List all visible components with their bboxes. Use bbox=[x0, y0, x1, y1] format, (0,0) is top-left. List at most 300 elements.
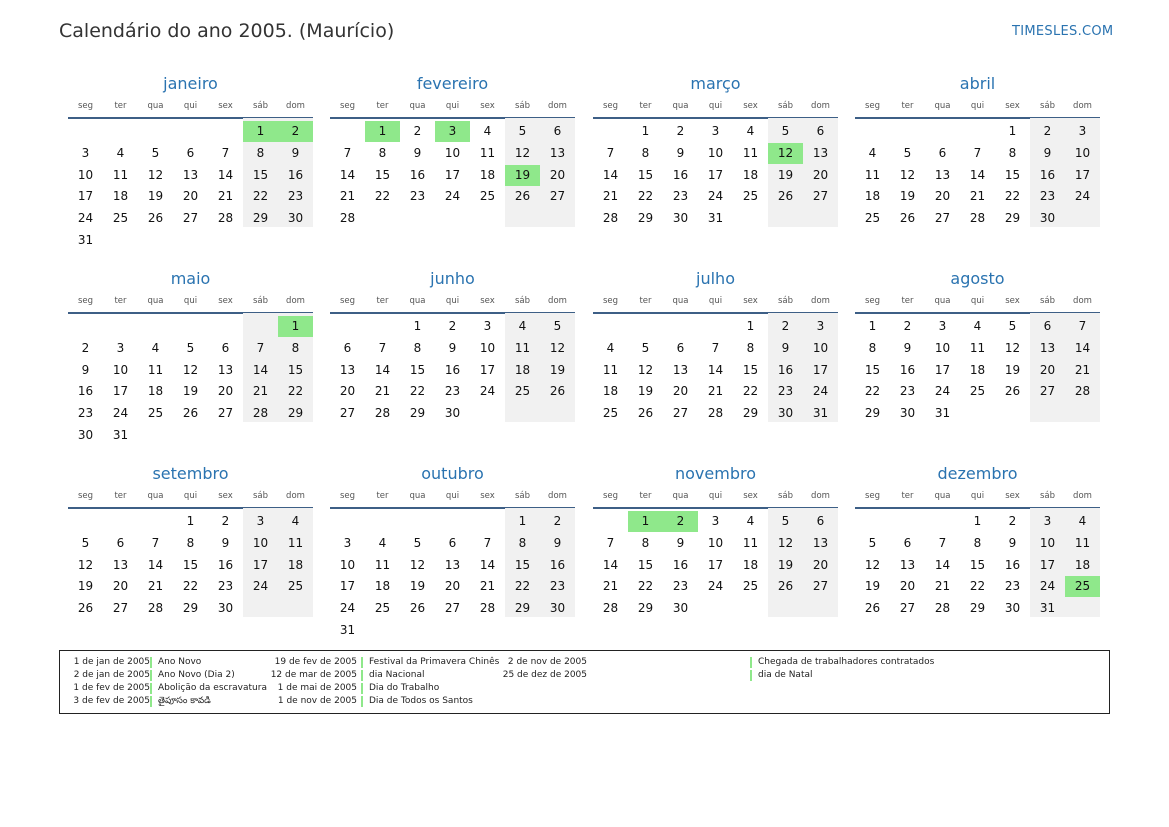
day-cell: 2 bbox=[81, 340, 90, 355]
day-cell: 8 bbox=[256, 145, 265, 160]
day-cell: 21 bbox=[217, 189, 234, 204]
day-cell: 28 bbox=[147, 601, 164, 616]
day-cell: 7 bbox=[938, 535, 947, 550]
day-cell: 31 bbox=[812, 406, 829, 421]
day-cell: 20 bbox=[1039, 362, 1056, 377]
day-cell: 4 bbox=[1078, 514, 1087, 528]
legend-marker bbox=[150, 696, 152, 707]
day-cell: 30 bbox=[287, 211, 304, 226]
weekday-header: qua bbox=[934, 101, 951, 111]
day-cell: 13 bbox=[899, 557, 916, 572]
day-cell: 25 bbox=[147, 406, 164, 421]
weekday-header: sex bbox=[1005, 296, 1020, 306]
day-cell: 12 bbox=[409, 557, 426, 572]
day-cell: 17 bbox=[339, 579, 356, 594]
weekday-header: dom bbox=[811, 101, 830, 111]
day-cell: 5 bbox=[868, 535, 877, 550]
weekday-header: qua bbox=[409, 101, 426, 111]
weekday-header: ter bbox=[376, 296, 389, 306]
day-cell: 18 bbox=[1074, 557, 1091, 572]
day-cell: 13 bbox=[672, 362, 689, 377]
month-agosto bbox=[855, 269, 1100, 459]
day-cell: 12 bbox=[899, 167, 916, 182]
day-cell: 25 bbox=[479, 189, 496, 204]
weekday-header: ter bbox=[376, 101, 389, 111]
weekday-header: seg bbox=[602, 491, 619, 501]
day-cell: 2 bbox=[903, 319, 912, 333]
day-cell: 14 bbox=[1074, 340, 1091, 355]
day-cell: 5 bbox=[903, 145, 912, 160]
weekday-header: qui bbox=[970, 491, 985, 501]
day-cell: 24 bbox=[479, 384, 496, 399]
day-cell: 19 bbox=[777, 557, 794, 572]
weekday-header: sáb bbox=[777, 491, 794, 501]
day-cell: 15 bbox=[287, 362, 304, 377]
brand-link[interactable]: TIMESLES.COM bbox=[1012, 24, 1114, 39]
day-cell: 12 bbox=[1004, 340, 1021, 355]
legend-marker bbox=[150, 683, 152, 694]
day-cell: 9 bbox=[903, 340, 912, 355]
day-cell: 11 bbox=[742, 145, 759, 160]
day-cell: 5 bbox=[151, 145, 160, 160]
day-cell: 21 bbox=[479, 579, 496, 594]
day-cell: 26 bbox=[1004, 384, 1021, 399]
month-abril bbox=[855, 74, 1100, 264]
weekday-header: qui bbox=[708, 296, 723, 306]
weekday-header: ter bbox=[376, 491, 389, 501]
weekday-header: seg bbox=[339, 491, 356, 501]
day-cell: 16 bbox=[409, 167, 426, 182]
day-cell: 8 bbox=[186, 535, 195, 550]
day-cell: 26 bbox=[182, 406, 199, 421]
weekday-header: qua bbox=[672, 296, 689, 306]
day-cell: 5 bbox=[553, 319, 562, 333]
day-cell: 28 bbox=[252, 406, 269, 421]
day-cell: 25 bbox=[969, 384, 986, 399]
day-cell: 4 bbox=[606, 340, 615, 355]
day-cell: 22 bbox=[409, 384, 426, 399]
day-cell: 3 bbox=[711, 124, 720, 138]
weekday-header: seg bbox=[864, 101, 881, 111]
weekday-header: qui bbox=[183, 296, 198, 306]
legend-marker bbox=[750, 670, 752, 681]
day-cell: 5 bbox=[641, 340, 650, 355]
day-cell: 22 bbox=[374, 189, 391, 204]
day-cell: 3 bbox=[816, 319, 825, 333]
holiday-day-cell: 25 bbox=[1065, 576, 1100, 597]
legend-holiday-name: Festival da Primavera Chinês bbox=[369, 657, 500, 667]
day-cell: 26 bbox=[77, 601, 94, 616]
day-cell: 15 bbox=[637, 557, 654, 572]
day-cell: 24 bbox=[1039, 579, 1056, 594]
day-cell: 8 bbox=[641, 535, 650, 550]
day-cell: 20 bbox=[934, 189, 951, 204]
day-cell: 13 bbox=[112, 557, 129, 572]
day-cell: 17 bbox=[812, 362, 829, 377]
page-title: Calendário do ano 2005. (Maurício) bbox=[59, 20, 395, 42]
day-cell: 20 bbox=[182, 189, 199, 204]
weekday-header: seg bbox=[602, 296, 619, 306]
day-cell: 10 bbox=[1039, 535, 1056, 550]
weekday-header: sex bbox=[218, 296, 233, 306]
weekday-header: dom bbox=[1073, 101, 1092, 111]
day-cell: 6 bbox=[903, 535, 912, 550]
day-cell: 20 bbox=[812, 557, 829, 572]
day-cell: 4 bbox=[483, 124, 492, 138]
day-cell: 27 bbox=[444, 601, 461, 616]
weekday-header: ter bbox=[114, 296, 127, 306]
day-cell: 14 bbox=[707, 362, 724, 377]
day-cell: 28 bbox=[969, 211, 986, 226]
day-cell: 28 bbox=[1074, 384, 1091, 399]
day-cell: 18 bbox=[374, 579, 391, 594]
day-cell: 24 bbox=[444, 189, 461, 204]
day-cell: 13 bbox=[549, 145, 566, 160]
day-cell: 20 bbox=[217, 384, 234, 399]
day-cell: 25 bbox=[374, 601, 391, 616]
day-cell: 23 bbox=[549, 579, 566, 594]
weekday-header: dom bbox=[286, 101, 305, 111]
day-cell: 6 bbox=[1043, 319, 1052, 333]
weekday-header: dom bbox=[811, 491, 830, 501]
weekday-header: dom bbox=[548, 101, 567, 111]
day-cell: 11 bbox=[969, 340, 986, 355]
day-cell: 29 bbox=[969, 601, 986, 616]
day-cell: 10 bbox=[339, 557, 356, 572]
day-cell: 10 bbox=[444, 145, 461, 160]
day-cell: 30 bbox=[672, 211, 689, 226]
day-cell: 27 bbox=[812, 579, 829, 594]
day-cell: 1 bbox=[746, 319, 755, 333]
day-cell: 28 bbox=[339, 211, 356, 226]
legend-date: 1 de fev de 2005 bbox=[73, 683, 150, 693]
weekday-header: dom bbox=[286, 491, 305, 501]
day-cell: 31 bbox=[1039, 601, 1056, 616]
weekday-header: ter bbox=[901, 296, 914, 306]
day-cell: 16 bbox=[777, 362, 794, 377]
day-cell: 8 bbox=[1008, 145, 1017, 160]
day-cell: 7 bbox=[711, 340, 720, 355]
weekday-header: qua bbox=[147, 491, 164, 501]
day-cell: 12 bbox=[777, 535, 794, 550]
weekday-header: dom bbox=[811, 296, 830, 306]
legend-marker bbox=[361, 670, 363, 681]
legend-holiday-name: తైపూసం కావడి bbox=[158, 696, 211, 706]
legend-date: 2 de nov de 2005 bbox=[507, 657, 587, 667]
day-cell: 19 bbox=[864, 579, 881, 594]
day-cell: 8 bbox=[641, 145, 650, 160]
legend-marker bbox=[750, 657, 752, 668]
day-cell: 12 bbox=[514, 145, 531, 160]
day-cell: 4 bbox=[746, 124, 755, 138]
day-cell: 9 bbox=[553, 535, 562, 550]
day-cell: 16 bbox=[1004, 557, 1021, 572]
day-cell: 26 bbox=[409, 601, 426, 616]
day-cell: 9 bbox=[413, 145, 422, 160]
weekday-header: sáb bbox=[777, 101, 794, 111]
holiday-day-cell: 1 bbox=[278, 316, 313, 337]
day-cell: 17 bbox=[444, 167, 461, 182]
month-name: julho bbox=[696, 269, 735, 288]
day-cell: 22 bbox=[637, 579, 654, 594]
holiday-day-cell: 3 bbox=[435, 121, 470, 142]
day-cell: 15 bbox=[374, 167, 391, 182]
weekday-header: qui bbox=[445, 491, 460, 501]
day-cell: 12 bbox=[637, 362, 654, 377]
day-cell: 6 bbox=[448, 535, 457, 550]
day-cell: 8 bbox=[518, 535, 527, 550]
day-cell: 31 bbox=[112, 428, 129, 442]
day-cell: 2 bbox=[553, 514, 562, 528]
day-cell: 23 bbox=[77, 406, 94, 421]
day-cell: 6 bbox=[816, 514, 825, 528]
day-cell: 1 bbox=[1008, 124, 1017, 138]
day-cell: 10 bbox=[707, 145, 724, 160]
day-cell: 28 bbox=[934, 601, 951, 616]
day-cell: 16 bbox=[1039, 167, 1056, 182]
day-cell: 25 bbox=[287, 579, 304, 594]
day-cell: 27 bbox=[672, 406, 689, 421]
day-cell: 15 bbox=[409, 362, 426, 377]
day-cell: 25 bbox=[742, 579, 759, 594]
day-cell: 10 bbox=[479, 340, 496, 355]
weekday-header: seg bbox=[77, 491, 94, 501]
day-cell: 10 bbox=[1074, 145, 1091, 160]
day-cell: 14 bbox=[374, 362, 391, 377]
month-setembro bbox=[68, 464, 313, 654]
day-cell: 21 bbox=[374, 384, 391, 399]
weekday-header: sex bbox=[1005, 101, 1020, 111]
holiday-day-cell: 1 bbox=[243, 121, 278, 142]
day-cell: 5 bbox=[781, 514, 790, 528]
day-cell: 23 bbox=[777, 384, 794, 399]
weekday-header: qui bbox=[445, 101, 460, 111]
day-cell: 1 bbox=[518, 514, 527, 528]
day-cell: 31 bbox=[339, 623, 356, 637]
day-cell: 29 bbox=[409, 406, 426, 421]
day-cell: 17 bbox=[77, 189, 94, 204]
day-cell: 19 bbox=[777, 167, 794, 182]
weekday-header: ter bbox=[639, 101, 652, 111]
legend-date: 19 de fev de 2005 bbox=[274, 657, 357, 667]
weekday-header: seg bbox=[864, 296, 881, 306]
day-cell: 7 bbox=[606, 535, 615, 550]
day-cell: 3 bbox=[483, 319, 492, 333]
day-cell: 31 bbox=[934, 406, 951, 421]
weekday-header: sex bbox=[743, 101, 758, 111]
day-cell: 3 bbox=[81, 145, 90, 160]
month-name: maio bbox=[170, 269, 211, 288]
day-cell: 27 bbox=[112, 601, 129, 616]
legend-date: 1 de jan de 2005 bbox=[73, 657, 150, 667]
day-cell: 18 bbox=[969, 362, 986, 377]
day-cell: 7 bbox=[973, 145, 982, 160]
day-cell: 19 bbox=[77, 579, 94, 594]
day-cell: 15 bbox=[514, 557, 531, 572]
day-cell: 14 bbox=[147, 557, 164, 572]
day-cell: 21 bbox=[147, 579, 164, 594]
day-cell: 11 bbox=[742, 535, 759, 550]
day-cell: 28 bbox=[217, 211, 234, 226]
day-cell: 17 bbox=[1039, 557, 1056, 572]
day-cell: 27 bbox=[339, 406, 356, 421]
day-cell: 27 bbox=[1039, 384, 1056, 399]
weekday-header: seg bbox=[77, 101, 94, 111]
weekday-header: sex bbox=[743, 491, 758, 501]
weekday-header: seg bbox=[339, 296, 356, 306]
legend-holiday-name: Dia de Todos os Santos bbox=[369, 696, 473, 706]
day-cell: 4 bbox=[116, 145, 125, 160]
weekday-header: seg bbox=[339, 101, 356, 111]
day-cell: 28 bbox=[479, 601, 496, 616]
day-cell: 13 bbox=[182, 167, 199, 182]
holiday-day-cell: 12 bbox=[768, 143, 803, 164]
weekday-header: qua bbox=[672, 491, 689, 501]
day-cell: 23 bbox=[899, 384, 916, 399]
day-cell: 20 bbox=[444, 579, 461, 594]
day-cell: 10 bbox=[112, 362, 129, 377]
day-cell: 29 bbox=[742, 406, 759, 421]
day-cell: 22 bbox=[287, 384, 304, 399]
day-cell: 7 bbox=[378, 340, 387, 355]
day-cell: 17 bbox=[112, 384, 129, 399]
day-cell: 8 bbox=[746, 340, 755, 355]
day-cell: 17 bbox=[1074, 167, 1091, 182]
weekday-header: sáb bbox=[514, 101, 531, 111]
day-cell: 28 bbox=[602, 211, 619, 226]
day-cell: 2 bbox=[1043, 124, 1052, 138]
day-cell: 31 bbox=[707, 211, 724, 226]
day-cell: 18 bbox=[742, 557, 759, 572]
legend-date: 25 de dez de 2005 bbox=[502, 670, 587, 680]
day-cell: 9 bbox=[676, 145, 685, 160]
day-cell: 18 bbox=[514, 362, 531, 377]
day-cell: 11 bbox=[147, 362, 164, 377]
day-cell: 11 bbox=[864, 167, 881, 182]
weekday-header: sáb bbox=[252, 296, 269, 306]
day-cell: 6 bbox=[816, 124, 825, 138]
day-cell: 28 bbox=[374, 406, 391, 421]
weekday-header: sáb bbox=[1039, 491, 1056, 501]
weekday-header: sáb bbox=[514, 491, 531, 501]
day-cell: 29 bbox=[864, 406, 881, 421]
day-cell: 23 bbox=[1004, 579, 1021, 594]
weekday-header: ter bbox=[639, 296, 652, 306]
day-cell: 7 bbox=[343, 145, 352, 160]
day-cell: 22 bbox=[252, 189, 269, 204]
day-cell: 8 bbox=[413, 340, 422, 355]
day-cell: 26 bbox=[549, 384, 566, 399]
day-cell: 22 bbox=[637, 189, 654, 204]
day-cell: 19 bbox=[1004, 362, 1021, 377]
day-cell: 12 bbox=[147, 167, 164, 182]
month-name: setembro bbox=[152, 464, 229, 483]
weekday-header: dom bbox=[548, 491, 567, 501]
day-cell: 31 bbox=[77, 233, 94, 247]
day-cell: 3 bbox=[116, 340, 125, 355]
day-cell: 30 bbox=[672, 601, 689, 616]
day-cell: 26 bbox=[899, 211, 916, 226]
day-cell: 6 bbox=[186, 145, 195, 160]
day-cell: 30 bbox=[1039, 211, 1056, 226]
day-cell: 1 bbox=[973, 514, 982, 528]
day-cell: 26 bbox=[864, 601, 881, 616]
day-cell: 18 bbox=[742, 167, 759, 182]
day-cell: 3 bbox=[938, 319, 947, 333]
day-cell: 18 bbox=[479, 167, 496, 182]
day-cell: 11 bbox=[112, 167, 129, 182]
day-cell: 4 bbox=[291, 514, 300, 528]
day-cell: 24 bbox=[707, 189, 724, 204]
day-cell: 12 bbox=[864, 557, 881, 572]
day-cell: 4 bbox=[868, 145, 877, 160]
day-cell: 19 bbox=[147, 189, 164, 204]
day-cell: 19 bbox=[409, 579, 426, 594]
weekday-header: qua bbox=[147, 296, 164, 306]
legend-date: 1 de nov de 2005 bbox=[277, 696, 357, 706]
weekday-header: sex bbox=[1005, 491, 1020, 501]
day-cell: 7 bbox=[151, 535, 160, 550]
month-dezembro bbox=[855, 464, 1100, 654]
legend-holiday-name: Dia do Trabalho bbox=[369, 683, 440, 693]
day-cell: 26 bbox=[514, 189, 531, 204]
day-cell: 18 bbox=[602, 384, 619, 399]
weekday-header: qua bbox=[934, 491, 951, 501]
legend-marker bbox=[361, 683, 363, 694]
day-cell: 24 bbox=[1074, 189, 1091, 204]
day-cell: 27 bbox=[934, 211, 951, 226]
month-name: fevereiro bbox=[416, 74, 489, 93]
day-cell: 8 bbox=[973, 535, 982, 550]
day-cell: 16 bbox=[549, 557, 566, 572]
weekday-header: ter bbox=[114, 491, 127, 501]
day-cell: 4 bbox=[746, 514, 755, 528]
day-cell: 10 bbox=[77, 167, 94, 182]
day-cell: 25 bbox=[742, 189, 759, 204]
month-name: abril bbox=[959, 74, 996, 93]
legend-date: 1 de mai de 2005 bbox=[277, 683, 357, 693]
day-cell: 24 bbox=[934, 384, 951, 399]
day-cell: 23 bbox=[217, 579, 234, 594]
day-cell: 11 bbox=[479, 145, 496, 160]
day-cell: 10 bbox=[707, 535, 724, 550]
day-cell: 15 bbox=[969, 557, 986, 572]
day-cell: 20 bbox=[899, 579, 916, 594]
day-cell: 27 bbox=[182, 211, 199, 226]
weekday-header: seg bbox=[77, 296, 94, 306]
day-cell: 22 bbox=[742, 384, 759, 399]
day-cell: 16 bbox=[77, 384, 94, 399]
day-cell: 14 bbox=[339, 167, 356, 182]
weekday-header: dom bbox=[286, 296, 305, 306]
day-cell: 5 bbox=[1008, 319, 1017, 333]
weekday-header: dom bbox=[1073, 491, 1092, 501]
day-cell: 2 bbox=[221, 514, 230, 528]
day-cell: 4 bbox=[378, 535, 387, 550]
weekday-header: qui bbox=[183, 101, 198, 111]
day-cell: 17 bbox=[252, 557, 269, 572]
month-name: novembro bbox=[675, 464, 756, 483]
weekday-header: qui bbox=[708, 101, 723, 111]
weekday-header: qui bbox=[970, 101, 985, 111]
weekday-header: sex bbox=[218, 101, 233, 111]
day-cell: 6 bbox=[116, 535, 125, 550]
day-cell: 11 bbox=[1074, 535, 1091, 550]
day-cell: 30 bbox=[777, 406, 794, 421]
day-cell: 15 bbox=[252, 167, 269, 182]
holiday-day-cell: 1 bbox=[628, 511, 663, 532]
day-cell: 19 bbox=[182, 384, 199, 399]
